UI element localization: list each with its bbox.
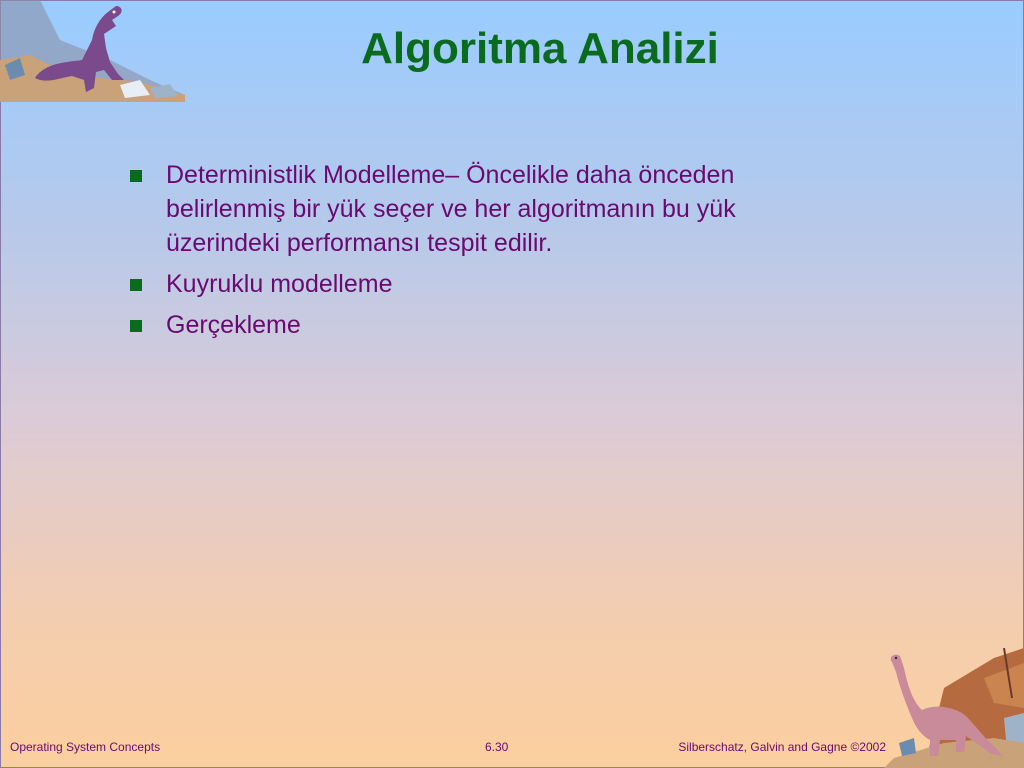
bullet-item <box>128 267 828 301</box>
bullet-square-icon <box>130 320 142 332</box>
bullet-square-icon <box>130 279 142 291</box>
footer-copyright: Silberschatz, Galvin and Gagne ©2002 <box>678 740 886 754</box>
slide-title: Algoritma Analizi <box>361 24 719 73</box>
bullet-text: Gerçekleme <box>166 311 301 339</box>
brontosaurus-illustration-icon <box>884 648 1024 768</box>
footer-course-title: Operating System Concepts <box>10 740 161 754</box>
footer-slide-number: 6.30 <box>485 740 509 754</box>
bullet-list <box>128 158 828 349</box>
bullet-text: Deterministlik Modelleme– Öncelikle daha önceden belirlenmiş bir yük seçer ve her algoritmanın bu yük üzerindeki performansı tespit edilir. <box>166 161 736 257</box>
bullet-item <box>128 158 828 260</box>
bullet-text: Kuyruklu modelleme <box>166 270 393 298</box>
bullet-item <box>128 308 828 342</box>
bullet-square-icon <box>130 170 142 182</box>
